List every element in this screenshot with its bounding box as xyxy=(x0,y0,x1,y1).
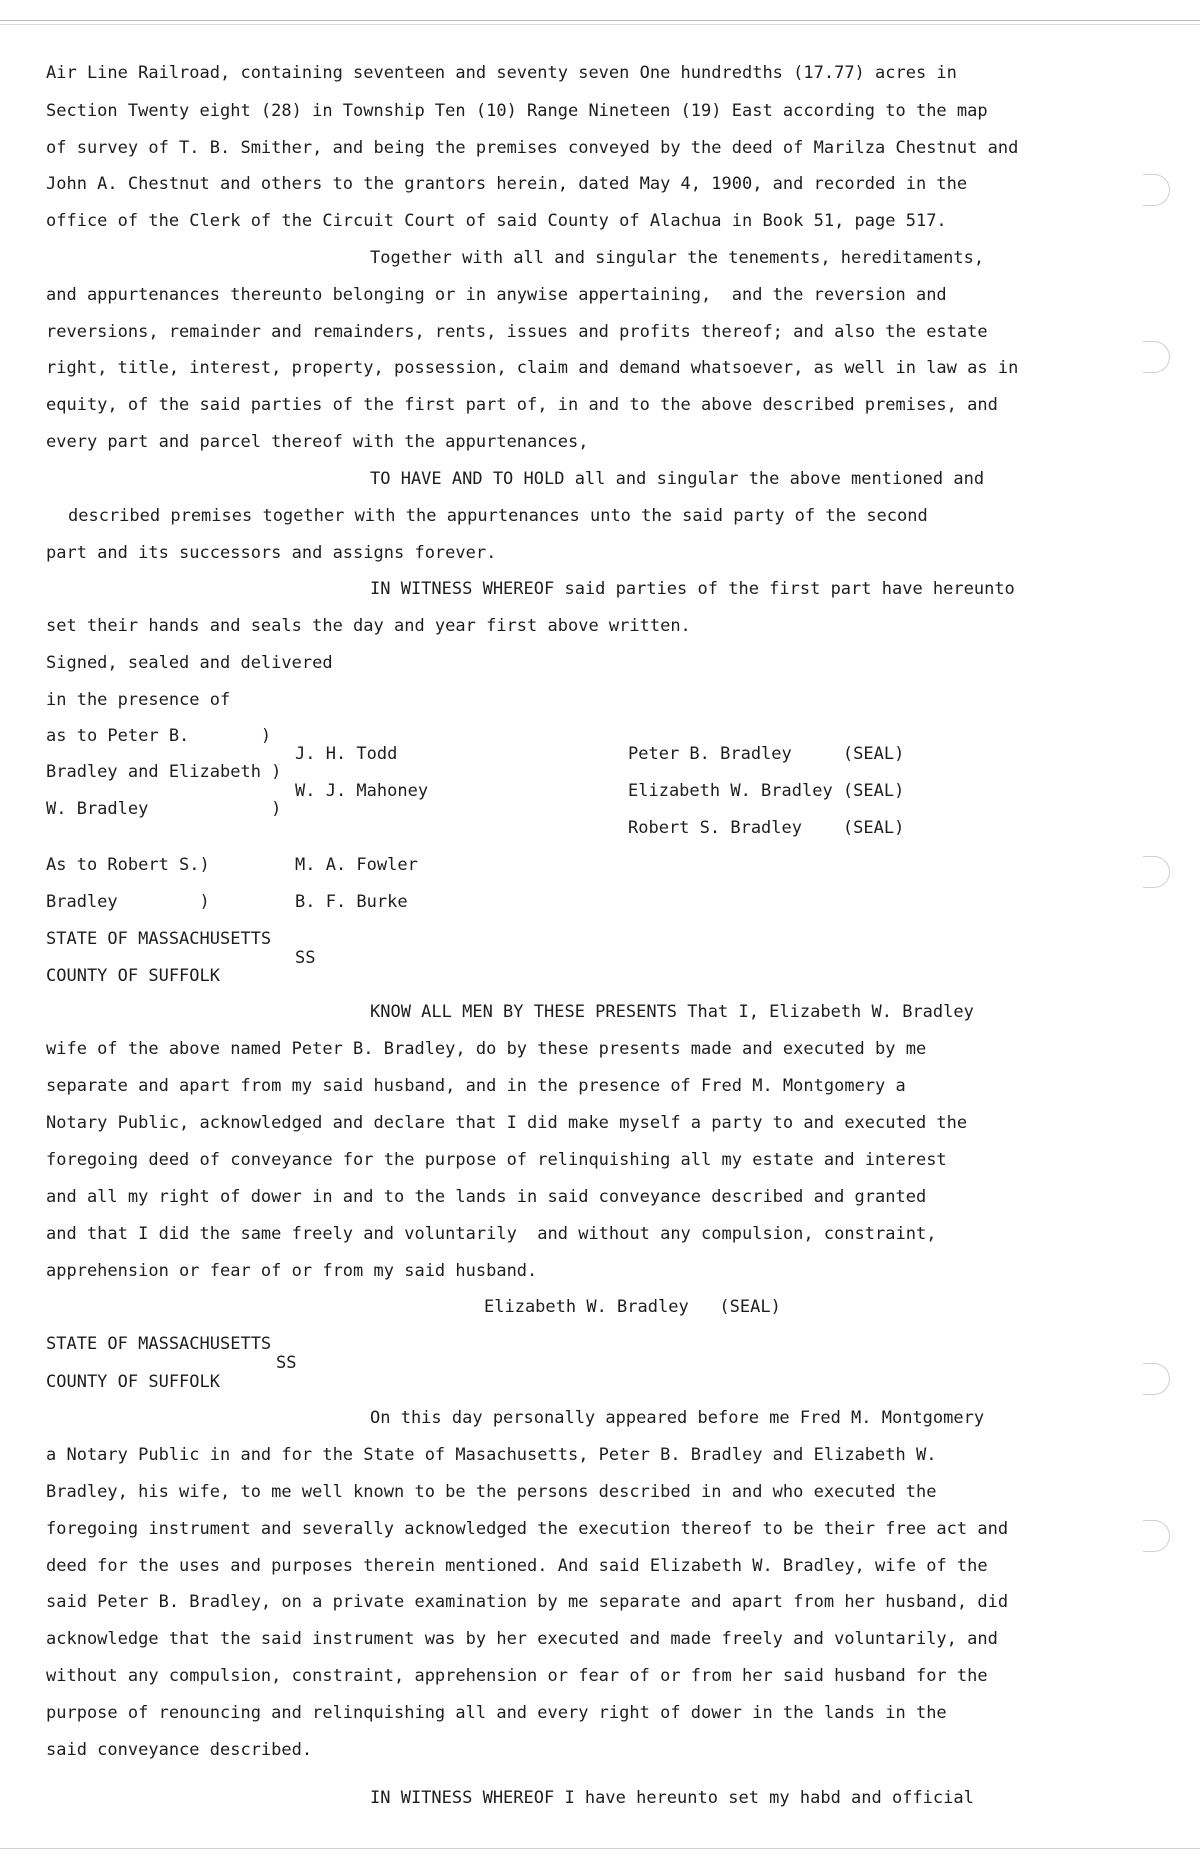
grantor-signature: Robert S. Bradley (SEAL) xyxy=(628,818,905,838)
text-line: Together with all and singular the tenements, hereditaments, xyxy=(370,248,985,268)
venue-ss: SS xyxy=(276,1353,297,1373)
witness-signature: B. F. Burke xyxy=(295,892,408,912)
text-line: set their hands and seals the day and year first above written. xyxy=(46,616,691,636)
text-line: foregoing deed of conveyance for the purpose of relinquishing all my estate and interest xyxy=(46,1150,947,1170)
witness-signature: M. A. Fowler xyxy=(295,855,418,875)
text-line: apprehension or fear of or from my said husband. xyxy=(46,1261,538,1281)
text-line: part and its successors and assigns forever. xyxy=(46,543,497,563)
text-line: Air Line Railroad, containing seventeen and seventy seven One hundredths (17.77) acres in xyxy=(46,63,957,83)
text-line: right, title, interest, property, possession, claim and demand whatsoever, as well in law as in xyxy=(46,358,1019,378)
text-line: Bradley and Elizabeth ) xyxy=(46,762,282,782)
text-line: KNOW ALL MEN BY THESE PRESENTS That I, Elizabeth W. Bradley xyxy=(370,1002,974,1022)
text-line: said conveyance described. xyxy=(46,1740,313,1760)
text-line: purpose of renouncing and relinquishing all and every right of dower in the lands in the xyxy=(46,1703,947,1723)
text-line: foregoing instrument and severally acknowledged the execution thereof to be their free act and xyxy=(46,1519,1009,1539)
text-line: deed for the uses and purposes therein mentioned. And said Elizabeth W. Bradley, wife of the xyxy=(46,1556,988,1576)
venue-ss: SS xyxy=(295,948,316,968)
text-line: wife of the above named Peter B. Bradley, do by these presents made and executed by me xyxy=(46,1039,927,1059)
text-line: TO HAVE AND TO HOLD all and singular the above mentioned and xyxy=(370,469,985,489)
text-line: Bradley, his wife, to me well known to be the persons described in and who executed the xyxy=(46,1482,937,1502)
text-line: Section Twenty eight (28) in Township Ten (10) Range Nineteen (19) East according to the map xyxy=(46,101,988,121)
venue-county: COUNTY OF SUFFOLK xyxy=(46,966,220,986)
punch-hole-icon xyxy=(1143,856,1170,888)
witness-signature: W. J. Mahoney xyxy=(295,781,429,801)
punch-hole-icon xyxy=(1143,1363,1170,1395)
text-line: Notary Public, acknowledged and declare that I did make myself a party to and executed the xyxy=(46,1113,968,1133)
text-line: described premises together with the appurtenances unto the said party of the second xyxy=(68,506,928,526)
grantor-signature: Peter B. Bradley (SEAL) xyxy=(628,744,905,764)
text-line: every part and parcel thereof with the appurtenances, xyxy=(46,432,589,452)
text-line: said Peter B. Bradley, on a private examination by me separate and apart from her husband, did xyxy=(46,1592,1009,1612)
text-line: of survey of T. B. Smither, and being the premises conveyed by the deed of Marilza Chestnut and xyxy=(46,138,1019,158)
text-line: IN WITNESS WHEREOF said parties of the first part have hereunto xyxy=(370,579,1015,599)
text-line: W. Bradley ) xyxy=(46,799,282,819)
venue-state: STATE OF MASSACHUSETTS xyxy=(46,929,272,949)
text-line: without any compulsion, constraint, apprehension or fear of or from her said husband for the xyxy=(46,1666,988,1686)
venue-state: STATE OF MASSACHUSETTS xyxy=(46,1334,272,1354)
text-line: John A. Chestnut and others to the grantors herein, dated May 4, 1900, and recorded in the xyxy=(46,174,968,194)
text-line: as to Peter B. ) xyxy=(46,726,272,746)
text-line: IN WITNESS WHEREOF I have hereunto set my habd and official xyxy=(370,1788,974,1808)
text-line: and that I did the same freely and voluntarily and without any compulsion, constraint, xyxy=(46,1224,937,1244)
text-line: Bradley ) xyxy=(46,892,210,912)
punch-hole-icon xyxy=(1143,341,1170,373)
top-border-line xyxy=(0,20,1200,21)
bottom-border-line xyxy=(0,1848,1200,1849)
text-line: As to Robert S.) xyxy=(46,855,210,875)
text-line: in the presence of xyxy=(46,690,231,710)
top-border-line-secondary xyxy=(0,24,1200,25)
text-line: and appurtenances thereunto belonging or in anywise appertaining, and the reversion and xyxy=(46,285,947,305)
text-line: equity, of the said parties of the first part of, in and to the above described premises, and xyxy=(46,395,998,415)
punch-hole-icon xyxy=(1143,1520,1170,1552)
text-line: office of the Clerk of the Circuit Court of said County of Alachua in Book 51, page 517. xyxy=(46,211,947,231)
text-line: acknowledge that the said instrument was by her executed and made freely and voluntarily, and xyxy=(46,1629,998,1649)
text-line: Signed, sealed and delivered xyxy=(46,653,333,673)
text-line: reversions, remainder and remainders, rents, issues and profits thereof; and also the estate xyxy=(46,322,988,342)
signature-elizabeth: Elizabeth W. Bradley (SEAL) xyxy=(484,1297,781,1317)
text-line: separate and apart from my said husband, and in the presence of Fred M. Montgomery a xyxy=(46,1076,906,1096)
text-line: a Notary Public in and for the State of Masachusetts, Peter B. Bradley and Elizabeth W. xyxy=(46,1445,937,1465)
witness-signature: J. H. Todd xyxy=(295,744,398,764)
text-line: On this day personally appeared before me Fred M. Montgomery xyxy=(370,1408,985,1428)
grantor-signature: Elizabeth W. Bradley (SEAL) xyxy=(628,781,905,801)
punch-hole-icon xyxy=(1143,174,1170,206)
text-line: and all my right of dower in and to the lands in said conveyance described and granted xyxy=(46,1187,927,1207)
venue-county: COUNTY OF SUFFOLK xyxy=(46,1372,220,1392)
